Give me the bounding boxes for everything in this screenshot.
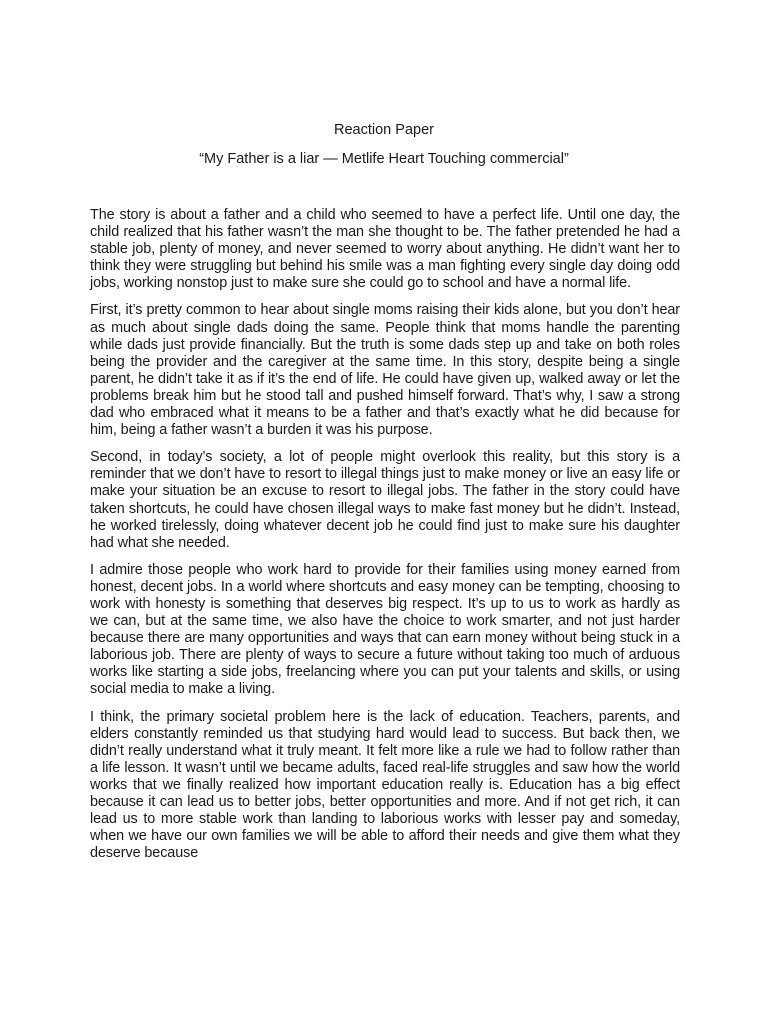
paragraph-5: I think, the primary societal problem here is the lack of education. Teachers, parents, and elders constantly reminded us that studying hard would lead to success. But back then, we didn’t really understand what it truly meant. It felt more like a rule we had to follow rather than a life lesson. It wasn’t until we became adults, faced real-life struggles and saw how the world works that we finally realized how important education really is. Education has a big effect because it can lead us to better jobs, better opportunities and more. And if not get rich, it can lead us to more stable work than landing to laborious works with lesser pay and someday, when we have our own families we will be able to afford their needs and give them what they deserve because [90, 708, 680, 862]
paragraph-2: First, it’s pretty common to hear about single moms raising their kids alone, but you don’t hear as much about single dads doing the same. People think that moms handle the parenting while dads just provide financially. But the truth is some dads step up and take on both roles being the provider and the caregiver at the same time. In this story, despite being a single parent, he didn’t take it as if it’s the end of life. He could have given up, walked away or let the problems break him but he stood tall and pushed himself forward. That’s why, I saw a strong dad who embraced what it means to be a father and that’s exactly what he did because for him, being a father wasn’t a burden it was his purpose. [90, 302, 680, 439]
paper-subtitle: “My Father is a liar — Metlife Heart Touching commercial” [199, 151, 569, 167]
paper-body [90, 207, 680, 872]
paragraph-3: Second, in today’s society, a lot of people might overlook this reality, but this story is a reminder that we don’t have to resort to illegal things just to make money or live an easy life or make your situation be an excuse to resort to illegal jobs. The father in the story could have taken shortcuts, he could have chosen illegal ways to make fast money but he didn’t. Instead, he worked tirelessly, doing whatever decent job he could find just to make sure his daughter had what she needed. [90, 449, 680, 551]
paragraph-4: I admire those people who work hard to provide for their families using money earned from honest, decent jobs. In a world where shortcuts and easy money can be tempting, choosing to work with honesty is something that deserves big respect. It’s up to us to work as hardly as we can, but at the same time, we also have the choice to work smarter, and not just harder because there are many opportunities and ways that can earn money without being stuck in a laborious job. There are plenty of ways to secure a future without taking too much of arduous works like starting a side jobs, freelancing where you can put your talents and skills, or using social media to make a living. [90, 561, 680, 698]
paragraph-1: The story is about a father and a child who seemed to have a perfect life. Until one day, the child realized that his father wasn’t the man she thought to be. The father pretended he had a stable job, plenty of money, and never seemed to worry about anything. He didn’t want her to think they were struggling but behind his smile was a man fighting every single day doing odd jobs, working nonstop just to make sure she could go to school and have a normal life. [90, 207, 680, 292]
paper-title: Reaction Paper [334, 122, 434, 138]
